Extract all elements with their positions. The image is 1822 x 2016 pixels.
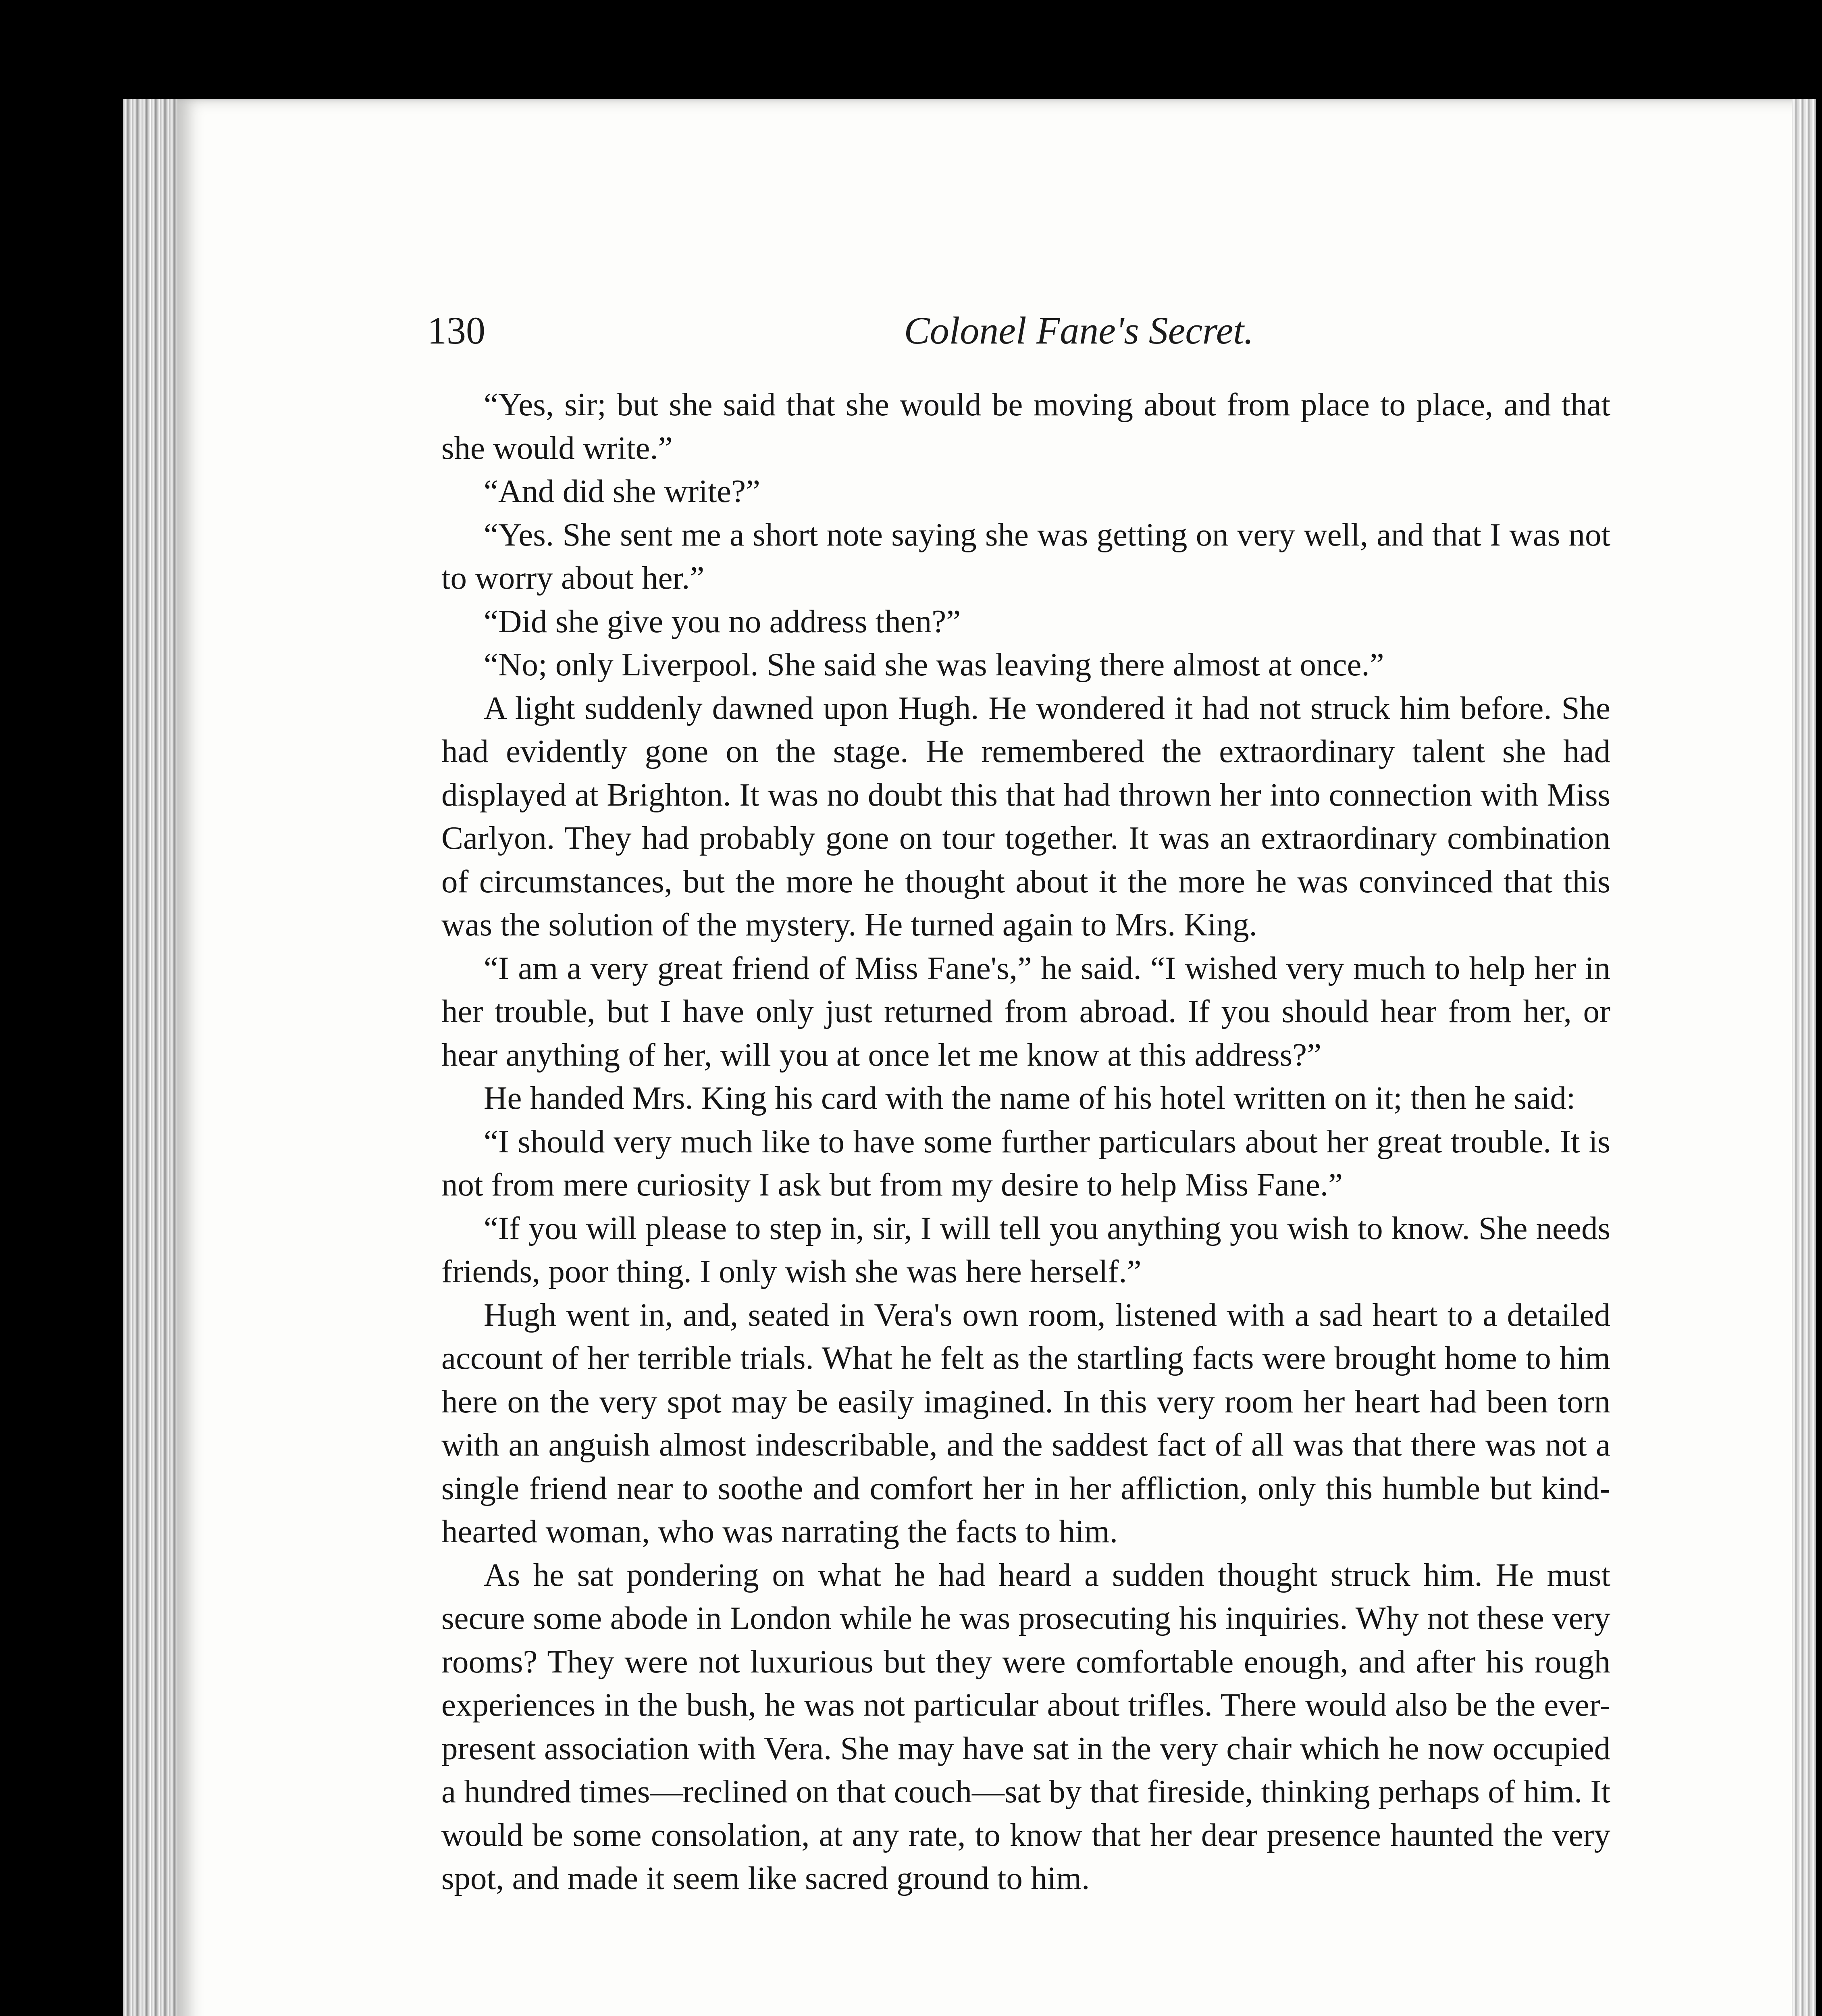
- paragraph: “Did she give you no address then?”: [484, 603, 961, 639]
- paragraph: “And did she write?”: [484, 473, 761, 509]
- paragraph: “Yes. She sent me a short note saying she was getting on very well, and that I was not to worry about her.”: [441, 516, 1610, 596]
- paragraph: “No; only Liverpool. She said she was leaving there almost at once.”: [484, 646, 1384, 683]
- paragraph: “If you will please to step in, sir, I will tell you anything you wish to know. She needs friends, poor thing. I only wish she was here herself.”: [441, 1210, 1610, 1289]
- paragraph: “I am a very great friend of Miss Fane's,” he said. “I wished very much to help her in her trouble, but I have only just returned from abroad. If you should hear from her, or hear anything of her, will you at once let me know at this address?”: [441, 950, 1610, 1073]
- page-header: [427, 304, 1254, 357]
- page-right-edge: [1792, 99, 1816, 2016]
- paragraph: “Yes, sir; but she said that she would be moving about from place to place, and that she would write.”: [441, 386, 1610, 466]
- paragraph: As he sat pondering on what he had heard a sudden thought struck him. He must secure some abode in London while he was prosecuting his inquiries. Why not these very rooms? They were not luxurious but they were comfortable enough, and after his rough experiences in the bush, he was not particular about trifles. There would also be the ever-present association with Vera. She may have sat in the very chair which he now occupied a hundred times—reclined on that couch—sat by that fireside, thinking perhaps of him. It would be some consolation, at any rate, to know that her dear presence haunted the very spot, and made it seem like sacred ground to him.: [441, 1556, 1610, 1896]
- page-number: 130: [427, 309, 485, 352]
- running-title: Colonel Fane's Secret.: [904, 309, 1254, 352]
- paragraph: He handed Mrs. King his card with the name of his hotel written on it; then he said:: [484, 1080, 1576, 1116]
- paragraph: A light suddenly dawned upon Hugh. He wondered it had not struck him before. She had evidently gone on the stage. He remembered the extraordinary talent she had displayed at Brighton. It was no doubt this that had thrown her into connection with Miss Carlyon. They had probably gone on tour together. It was an extraordinary combination of circumstances, but the more he thought about it the more he was convinced that this was the solution of the mystery. He turned again to Mrs. King.: [441, 689, 1610, 943]
- paragraph: “I should very much like to have some further particulars about her great trouble. It is not from mere curiosity I ask but from my desire to help Miss Fane.”: [441, 1123, 1610, 1203]
- paragraph: Hugh went in, and, seated in Vera's own room, listened with a sad heart to a detailed account of her terrible trials. What he felt as the startling facts were brought home to him here on the very spot may be easily imagined. In this very room her heart had been torn with an anguish almost indescribable, and the saddest fact of all was that there was not a single friend near to soothe and comfort her in her affliction, only this humble but kind-hearted woman, who was narrating the facts to him.: [441, 1296, 1610, 1549]
- body-text: [441, 383, 1610, 1900]
